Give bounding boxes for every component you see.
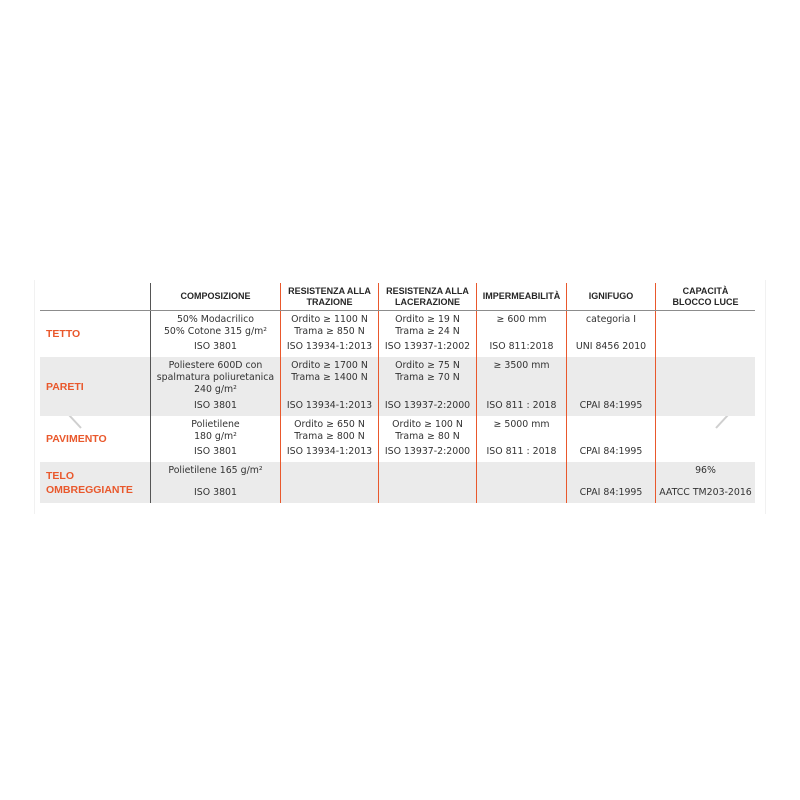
column-header-text: TRAZIONE <box>306 296 353 307</box>
test-standard: ISO 13937-2:2000 <box>384 446 471 457</box>
cell-pareti-fire <box>566 357 655 416</box>
test-standard: ISO 3801 <box>194 487 237 498</box>
row-label-pavimento <box>40 416 150 462</box>
test-standard: ISO 13934-1:2013 <box>286 446 373 457</box>
column-header-text: IMPERMEABILITÀ <box>482 291 561 301</box>
cell-pavimento-composition <box>150 416 280 462</box>
table-row-telo-ombreggiante <box>40 462 755 503</box>
column-header-waterproofing <box>476 283 566 310</box>
table-row-pavimento <box>40 416 755 462</box>
tear-value: Ordito ≥ 75 N <box>395 360 460 371</box>
composition-line: 50% Modacrilico <box>176 314 255 325</box>
test-standard: ISO 811 : 2018 <box>486 446 557 457</box>
tensile-value: Trama ≥ 850 N <box>294 326 365 337</box>
composition-line: 180 g/m² <box>194 431 237 442</box>
cell-telo-tensile <box>280 462 378 503</box>
cell-telo-tear <box>378 462 476 503</box>
tensile-value: Trama ≥ 1400 N <box>291 372 368 383</box>
cell-pareti-tensile <box>280 357 378 416</box>
column-header-composition <box>150 283 280 310</box>
specs-table <box>40 283 755 503</box>
tensile-value: Ordito ≥ 650 N <box>294 419 365 430</box>
test-standard: ISO 3801 <box>194 400 237 411</box>
test-standard: ISO 13937-2:2000 <box>384 400 471 411</box>
row-label-text: PAVIMENTO <box>46 433 107 445</box>
row-label-pareti <box>40 357 150 416</box>
tear-value: Trama ≥ 80 N <box>395 431 460 442</box>
tensile-value: Ordito ≥ 1700 N <box>291 360 368 371</box>
row-label-text: TELO <box>46 469 74 482</box>
waterproofing-value: ≥ 3500 mm <box>493 360 550 371</box>
tear-value: Ordito ≥ 100 N <box>392 419 463 430</box>
fire-rating-value: categoria I <box>586 314 636 325</box>
test-standard: ISO 13934-1:2013 <box>286 400 373 411</box>
column-header-text: RESISTENZA ALLA <box>288 285 371 296</box>
tensile-value: Trama ≥ 800 N <box>294 431 365 442</box>
composition-line: Poliestere 600D con <box>168 360 263 371</box>
cell-telo-fire <box>566 462 655 503</box>
composition-line: 240 g/m² <box>194 384 237 395</box>
tensile-value: Ordito ≥ 1100 N <box>291 314 368 325</box>
column-header-text: LACERAZIONE <box>395 296 460 307</box>
cell-pareti-composition <box>150 357 280 416</box>
cell-pareti-tear <box>378 357 476 416</box>
cell-telo-light-blocking <box>655 462 755 503</box>
row-label-telo-ombreggiante <box>40 462 150 503</box>
header-corner-cell <box>40 283 150 310</box>
cell-pareti-waterproofing <box>476 357 566 416</box>
cell-pavimento-tear <box>378 416 476 462</box>
cell-telo-composition <box>150 462 280 503</box>
cell-tetto-waterproofing <box>476 311 566 357</box>
test-standard: ISO 811 : 2018 <box>486 400 557 411</box>
test-standard: ISO 811:2018 <box>489 341 554 352</box>
column-header-text: IGNIFUGO <box>588 291 634 301</box>
cell-tetto-tensile <box>280 311 378 357</box>
waterproofing-value: ≥ 600 mm <box>496 314 547 325</box>
tear-value: Trama ≥ 70 N <box>395 372 460 383</box>
table-row-tetto <box>40 311 755 357</box>
composition-line: spalmatura poliuretanica <box>156 372 275 383</box>
column-header-text: RESISTENZA ALLA <box>386 285 469 296</box>
row-label-text: TETTO <box>46 328 81 340</box>
table-header-row <box>40 283 755 311</box>
composition-line: 50% Cotone 315 g/m² <box>163 326 268 337</box>
composition-line: Polietilene <box>191 419 240 430</box>
column-header-text: COMPOSIZIONE <box>180 291 251 301</box>
cell-tetto-composition <box>150 311 280 357</box>
cell-tetto-light-blocking <box>655 311 755 357</box>
column-header-tensile-strength <box>280 283 378 310</box>
column-header-fire-resistance <box>566 283 655 310</box>
composition-line: Polietilene 165 g/m² <box>168 465 263 476</box>
light-blocking-value: 96% <box>695 465 716 476</box>
column-header-tear-strength <box>378 283 476 310</box>
row-label-tetto <box>40 311 150 357</box>
test-standard: CPAI 84:1995 <box>579 446 643 457</box>
test-standard: AATCC TM203-2016 <box>659 487 752 498</box>
cell-telo-waterproofing <box>476 462 566 503</box>
cell-pavimento-waterproofing <box>476 416 566 462</box>
cell-pareti-light-blocking <box>655 357 755 416</box>
test-standard: ISO 3801 <box>194 341 237 352</box>
column-header-text: CAPACITÀ <box>682 285 729 296</box>
cell-pavimento-light-blocking <box>655 416 755 462</box>
test-standard: ISO 13937-1:2002 <box>384 341 471 352</box>
cell-pavimento-tensile <box>280 416 378 462</box>
test-standard: CPAI 84:1995 <box>579 400 643 411</box>
row-label-text: OMBREGGIANTE <box>46 483 133 496</box>
cell-tetto-tear <box>378 311 476 357</box>
column-header-light-blocking <box>655 283 755 310</box>
column-header-text: BLOCCO LUCE <box>672 296 739 307</box>
tear-value: Trama ≥ 24 N <box>395 326 460 337</box>
row-label-text: PARETI <box>46 380 84 393</box>
test-standard: UNI 8456 2010 <box>575 341 647 352</box>
test-standard: ISO 13934-1:2013 <box>286 341 373 352</box>
test-standard: CPAI 84:1995 <box>579 487 643 498</box>
cell-tetto-fire <box>566 311 655 357</box>
table-row-pareti <box>40 357 755 416</box>
tear-value: Ordito ≥ 19 N <box>395 314 460 325</box>
waterproofing-value: ≥ 5000 mm <box>493 419 550 430</box>
test-standard: ISO 3801 <box>194 446 237 457</box>
cell-pavimento-fire <box>566 416 655 462</box>
